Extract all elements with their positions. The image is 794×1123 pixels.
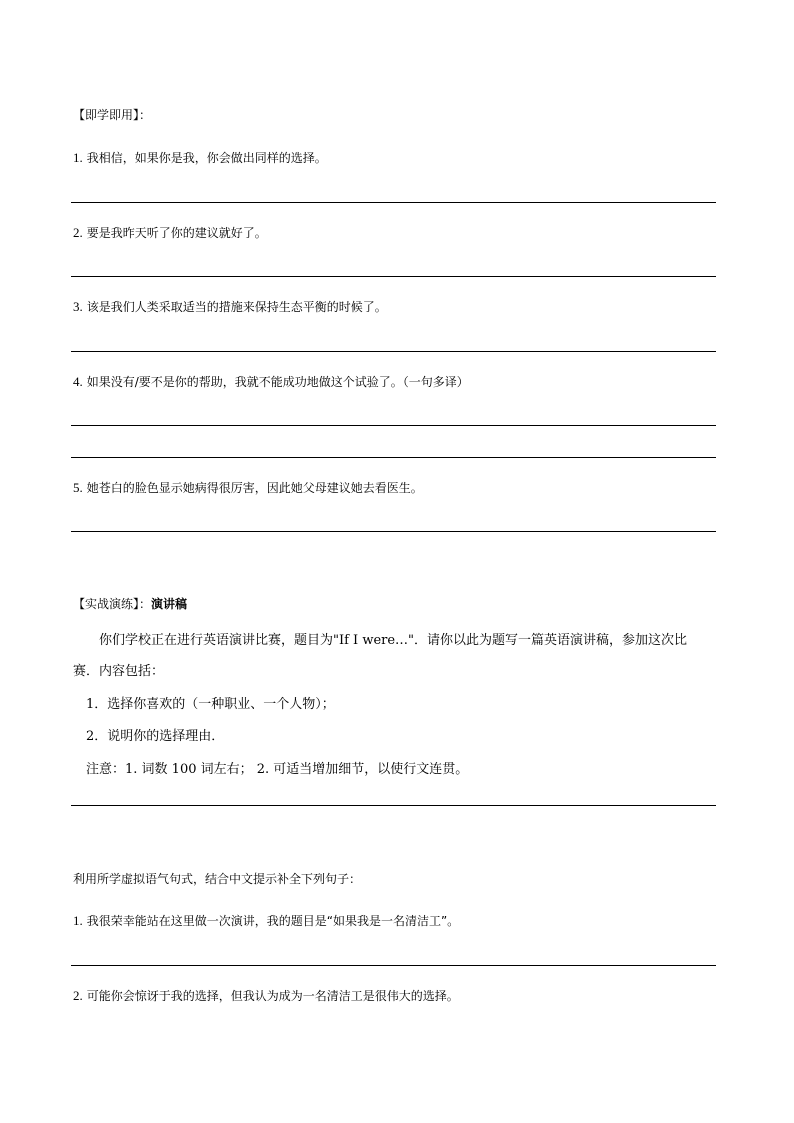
- answer-line[interactable]: [71, 531, 716, 532]
- exercise-item-2: [73, 988, 459, 1004]
- item-text: 要是我昨天听了你的建议就好了。: [86, 226, 267, 240]
- exercise-item-2: [73, 225, 267, 241]
- section-heading-practice: 【即学即用】：: [73, 108, 152, 122]
- exercise-item-4: [73, 374, 469, 390]
- exercise-item-1: [73, 913, 459, 929]
- task-intro-line-1: 你们学校正在进行英语演讲比赛，题目为"If I were…"．请你以此为题写一篇英语演讲稿，参加这次比: [99, 633, 688, 648]
- task-intro-line-2: 赛．内容包括：: [73, 664, 165, 679]
- item-number: 5.: [73, 480, 83, 495]
- answer-line[interactable]: [71, 965, 716, 966]
- item-text: 如果没有/要不是你的帮助，我就不能成功地做这个试验了。（一句多译）: [86, 375, 469, 389]
- item-number: 2.: [73, 988, 83, 1003]
- task-note: 注意：1. 词数 100 词左右； 2. 可适当增加细节，以使行文连贯。: [86, 762, 469, 777]
- task-point-2: 2．说明你的选择理由．: [86, 729, 225, 744]
- item-text: 她苍白的脸色显示她病得很厉害，因此她父母建议她去看医生。: [86, 481, 423, 495]
- answer-line[interactable]: [71, 425, 716, 426]
- exercise-item-1: [73, 150, 327, 166]
- item-number: 1.: [73, 150, 83, 165]
- section-heading-writing: [73, 596, 187, 612]
- exercise-item-3: [73, 299, 387, 315]
- item-number: 2.: [73, 225, 83, 240]
- item-text: 我相信，如果你是我，你会做出同样的选择。: [86, 151, 327, 165]
- answer-line[interactable]: [71, 805, 716, 806]
- exercise-item-5: [73, 480, 423, 496]
- answer-line[interactable]: [71, 276, 716, 277]
- answer-line[interactable]: [71, 351, 716, 352]
- answer-line[interactable]: [71, 457, 716, 458]
- item-number: 3.: [73, 299, 83, 314]
- section-instruction: 利用所学虚拟语气句式，结合中文提示补全下列句子：: [73, 872, 362, 886]
- item-number: 4.: [73, 374, 83, 389]
- heading-prefix: 【实战演练】：: [73, 597, 152, 611]
- task-point-1: 1．选择你喜欢的（一种职业、一个人物）；: [86, 697, 335, 712]
- item-text: 我很荣幸能站在这里做一次演讲，我的题目是“如果我是一名清洁工”。: [86, 914, 460, 928]
- item-number: 1.: [73, 913, 83, 928]
- item-text: 该是我们人类采取适当的措施来保持生态平衡的时候了。: [86, 300, 387, 314]
- heading-title: 演讲稿: [151, 597, 188, 611]
- answer-line[interactable]: [71, 202, 716, 203]
- item-text: 可能你会惊讶于我的选择，但我认为成为一名清洁工是很伟大的选择。: [86, 989, 459, 1003]
